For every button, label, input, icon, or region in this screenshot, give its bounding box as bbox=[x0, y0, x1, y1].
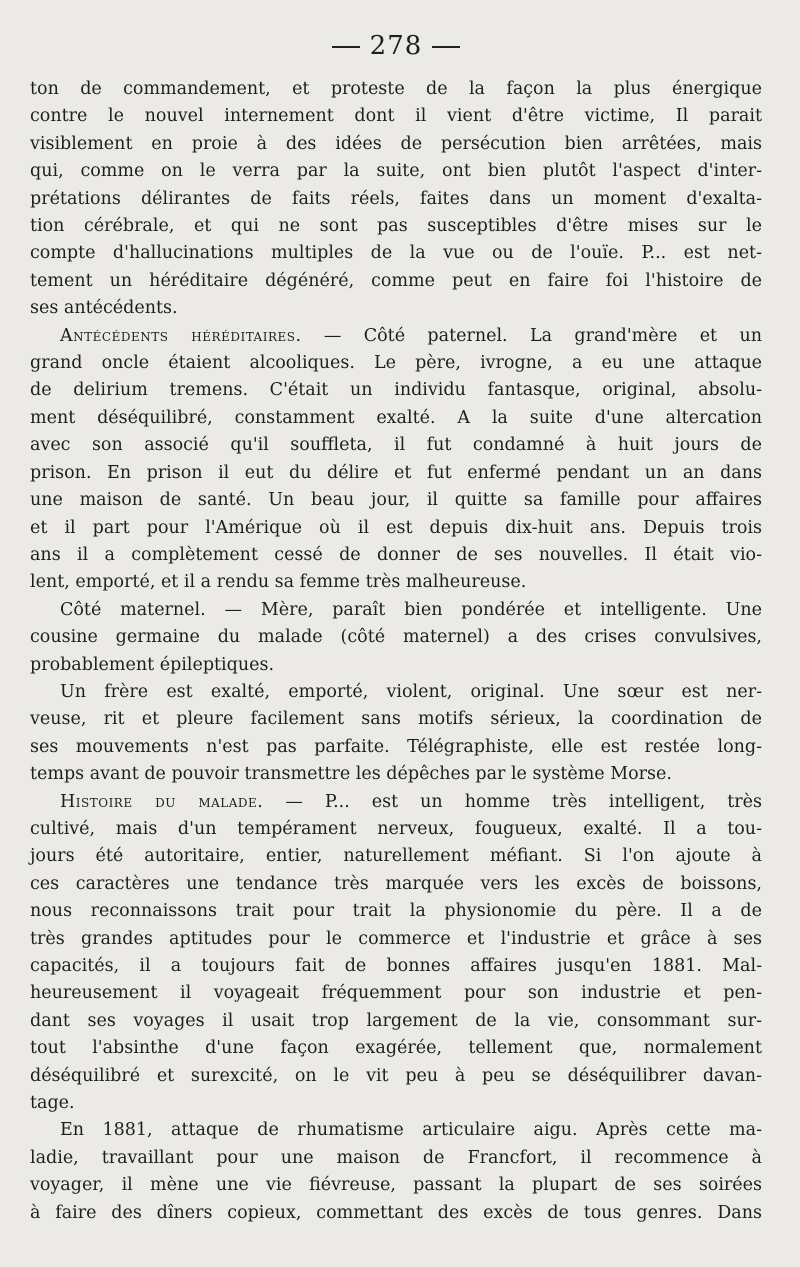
text-line: probablement épileptiques. bbox=[30, 654, 275, 675]
text-line: lent, emporté, et il a rendu sa femme très malheureuse. bbox=[30, 572, 527, 593]
text-line: très grandes aptitudes pour le commerce et l'industrie et grâce à ses bbox=[30, 928, 762, 949]
body-text bbox=[30, 76, 762, 1227]
text-line: nous reconnaissons trait pour trait la physionomie du père. Il a de bbox=[30, 901, 762, 922]
text-line: jours été autoritaire, entier, naturellement méfiant. Si l'on ajoute à bbox=[30, 846, 762, 867]
text-line: contre le nouvel internement dont il vient d'être victime, Il parait bbox=[30, 106, 762, 127]
text-line: et il part pour l'Amérique où il est depuis dix-huit ans. Depuis trois bbox=[30, 517, 762, 538]
text-line: ans il a complètement cessé de donner de ses nouvelles. Il était vio- bbox=[30, 544, 762, 565]
text-line: Un frère est exalté, emporté, violent, original. Une sœur est ner- bbox=[60, 681, 762, 702]
paragraph bbox=[30, 76, 762, 323]
section-heading: Antécédents héréditaires. bbox=[60, 325, 302, 346]
text-line: tage. bbox=[30, 1093, 75, 1114]
text-line: dant ses voyages il usait trop largement de la vie, consommant sur- bbox=[30, 1010, 762, 1031]
text-line: voyager, il mène une vie fiévreuse, passant la plupart de ses soirées bbox=[30, 1175, 762, 1196]
page-number: 278 bbox=[369, 31, 423, 61]
text-line: En 1881, attaque de rhumatisme articulaire aigu. Après cette ma- bbox=[60, 1120, 762, 1141]
text-line-rest: — Côté paternel. La grand'mère et un bbox=[301, 325, 762, 346]
text-line: avec son associé qu'il souffleta, il fut condamné à huit jours de bbox=[30, 435, 762, 456]
text-line: grand oncle étaient alcooliques. Le père, ivrogne, a eu une attaque bbox=[30, 353, 762, 374]
text-line: Côté maternel. — Mère, paraît bien pondérée et intelligente. Une bbox=[60, 599, 762, 620]
text-line: tement un héréditaire dégénéré, comme peut en faire foi l'histoire de bbox=[30, 270, 762, 291]
text-line bbox=[30, 323, 762, 350]
paragraph bbox=[30, 789, 762, 1118]
text-line: temps avant de pouvoir transmettre les dépêches par le système Morse. bbox=[30, 764, 672, 785]
text-line: prison. En prison il eut du délire et fut enfermé pendant un an dans bbox=[30, 462, 762, 483]
text-line: de delirium tremens. C'était un individu fantasque, original, absolu- bbox=[30, 380, 762, 401]
text-line: une maison de santé. Un beau jour, il quitte sa famille pour affaires bbox=[30, 490, 762, 511]
paragraph bbox=[30, 1117, 762, 1227]
dash-right bbox=[432, 46, 460, 48]
text-line: prétations délirantes de faits réels, faites dans un moment d'exalta- bbox=[30, 188, 762, 209]
text-line: compte d'hallucinations multiples de la vue ou de l'ouïe. P... est net- bbox=[30, 243, 762, 264]
text-line: tout l'absinthe d'une façon exagérée, tellement que, normalement bbox=[30, 1038, 762, 1059]
text-line: capacités, il a toujours fait de bonnes affaires jusqu'en 1881. Mal- bbox=[30, 956, 762, 976]
paragraph bbox=[30, 679, 762, 789]
text-line: ses mouvements n'est pas parfaite. Télégraphiste, elle est restée long- bbox=[30, 736, 762, 757]
text-line: heureusement il voyageait fréquemment pour son industrie et pen- bbox=[30, 983, 762, 1004]
text-line-rest: — P... est un homme très intelligent, très bbox=[263, 791, 762, 812]
paragraph bbox=[30, 597, 762, 679]
page-number-header bbox=[30, 26, 762, 76]
paragraph bbox=[30, 323, 762, 597]
text-line: à faire des dîners copieux, commettant des excès de tous genres. Dans bbox=[30, 1202, 762, 1223]
section-heading: Histoire du malade. bbox=[60, 791, 264, 812]
text-line: déséquilibré et surexcité, on le vit peu à peu se déséquilibrer davan- bbox=[30, 1065, 762, 1086]
text-line: visiblement en proie à des idées de persécution bien arrêtées, mais bbox=[30, 133, 762, 154]
text-line: ment déséquilibré, constamment exalté. A la suite d'une altercation bbox=[30, 407, 762, 428]
text-line: ces caractères une tendance très marquée vers les excès de boissons, bbox=[30, 873, 762, 894]
text-line: cousine germaine du malade (côté maternel) a des crises convulsives, bbox=[30, 627, 762, 648]
dash-left bbox=[332, 46, 360, 48]
text-line: cultivé, mais d'un tempérament nerveux, fougueux, exalté. Il a tou- bbox=[30, 818, 762, 839]
text-line bbox=[30, 789, 762, 816]
text-line: veuse, rit et pleure facilement sans motifs sérieux, la coordination de bbox=[30, 709, 762, 730]
text-line: tion cérébrale, et qui ne sont pas susceptibles d'être mises sur le bbox=[30, 216, 762, 237]
text-line: qui, comme on le verra par la suite, ont bien plutôt l'aspect d'inter- bbox=[30, 161, 762, 182]
text-line: ton de commandement, et proteste de la façon la plus énergique bbox=[30, 79, 762, 99]
text-line: ladie, travaillant pour une maison de Francfort, il recommence à bbox=[30, 1147, 762, 1168]
text-line: ses antécédents. bbox=[30, 298, 178, 319]
